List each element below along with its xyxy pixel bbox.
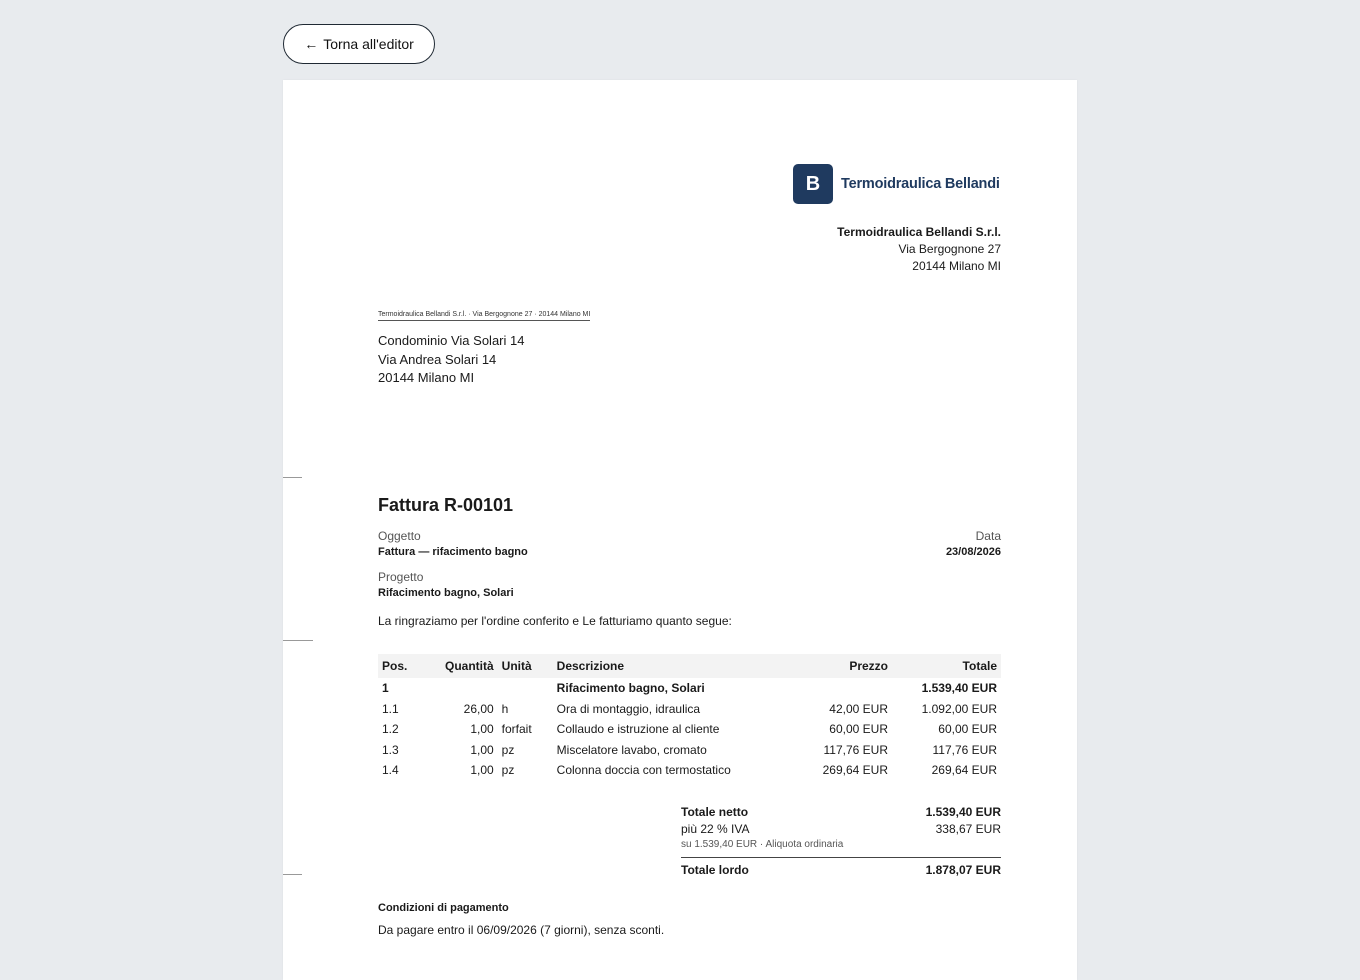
header-total: Totale	[962, 659, 997, 673]
net-total-label: Totale netto	[681, 805, 749, 819]
fold-mark-bottom	[283, 874, 302, 875]
cell-total: 117,76 EUR	[932, 742, 997, 757]
header-unit: Unità	[501, 659, 532, 673]
cell-quantity: 26,00	[463, 701, 494, 716]
cell-unit: pz	[501, 742, 515, 757]
header-pos: Pos.	[382, 659, 408, 673]
punch-mark	[283, 640, 313, 641]
recipient-city: 20144 Milano MI	[378, 370, 475, 385]
vat-value: 338,67 EUR	[935, 822, 1001, 836]
table-row	[378, 760, 1001, 781]
payment-terms-text: Da pagare entro il 06/09/2026 (7 giorni), senza sconti.	[378, 923, 665, 937]
cell-unit: pz	[501, 763, 515, 778]
cell-total: 60,00 EUR	[938, 722, 997, 737]
header-price: Prezzo	[849, 659, 888, 673]
vat-row	[681, 821, 1001, 838]
cell-price	[794, 678, 892, 699]
back-button-label: Torna all'editor	[323, 36, 414, 52]
cell-total: 1.539,40 EUR	[921, 681, 997, 696]
return-address-line: Termoidraulica Bellandi S.r.l. · Via Bergognone 27 · 20144 Milano MI	[378, 311, 590, 321]
cell-unit: forfait	[501, 722, 532, 737]
sender-name: Termoidraulica Bellandi S.r.l.	[837, 225, 1001, 239]
cell-pos: 1.2	[382, 722, 399, 737]
vat-note: su 1.539,40 EUR · Aliquota ordinaria	[681, 839, 844, 850]
cell-total: 269,64 EUR	[931, 763, 997, 778]
invoice-page	[283, 80, 1077, 980]
header-description: Descrizione	[556, 659, 625, 673]
document-title: Fattura R-00101	[378, 495, 514, 515]
date-block	[946, 528, 1001, 560]
sender-city: 20144 Milano MI	[912, 259, 1001, 273]
totals-block	[681, 804, 1001, 879]
cell-price: 269,64 EUR	[822, 763, 888, 778]
project-block	[378, 569, 514, 601]
recipient-name: Condominio Via Solari 14	[378, 333, 525, 348]
company-logo	[793, 164, 1000, 204]
subject-block	[378, 528, 528, 560]
cell-description: Rifacimento bagno, Solari	[556, 681, 705, 696]
project-label: Progetto	[378, 570, 424, 584]
cell-pos: 1.4	[382, 763, 399, 778]
arrow-left-icon: ←	[304, 36, 319, 52]
table-row	[378, 678, 1001, 699]
table-header-row	[378, 654, 1001, 678]
cell-description: Ora di montaggio, idraulica	[556, 701, 701, 716]
cell-unit: h	[501, 701, 509, 716]
date-value: 23/08/2026	[945, 546, 1001, 558]
subject-label: Oggetto	[378, 529, 421, 543]
sender-address	[837, 224, 1001, 275]
payment-terms-title: Condizioni di pagamento	[378, 902, 509, 914]
logo-wordmark: Termoidraulica Bellandi	[841, 176, 1000, 192]
header-quantity: Quantità	[445, 659, 494, 673]
cell-quantity: 1,00	[470, 763, 494, 778]
logo-mark: B	[793, 164, 833, 204]
cell-price: 42,00 EUR	[829, 701, 888, 716]
table-row	[378, 740, 1001, 761]
cell-quantity: 1,00	[470, 722, 494, 737]
cell-description: Collaudo e istruzione al cliente	[556, 722, 720, 737]
table-row	[378, 719, 1001, 740]
cell-unit	[498, 678, 553, 699]
cell-price: 117,76 EUR	[823, 742, 888, 757]
back-to-editor-button[interactable]	[283, 24, 435, 64]
cell-pos: 1.1	[382, 701, 399, 716]
line-items-table	[378, 654, 1001, 781]
net-total-row	[681, 804, 1001, 821]
cell-quantity: 1,00	[470, 742, 494, 757]
cell-price: 60,00 EUR	[829, 722, 888, 737]
recipient-street: Via Andrea Solari 14	[378, 351, 497, 367]
cell-total: 1.092,00 EUR	[921, 701, 997, 716]
sender-street: Via Bergognone 27	[898, 242, 1001, 256]
gross-total-row	[681, 862, 1001, 879]
gross-total-label: Totale lordo	[681, 863, 749, 877]
project-value: Rifacimento bagno, Solari	[378, 587, 514, 599]
recipient-address	[378, 332, 524, 388]
net-total-value: 1.539,40 EUR	[925, 805, 1001, 819]
fold-mark-top	[283, 477, 302, 478]
cell-description: Miscelatore lavabo, cromato	[556, 742, 707, 757]
gross-total-value: 1.878,07 EUR	[925, 863, 1001, 877]
cell-pos: 1.3	[382, 742, 399, 757]
date-label: Data	[975, 529, 1001, 543]
vat-label: più 22 % IVA	[681, 822, 750, 836]
cell-pos: 1	[382, 681, 389, 696]
cell-quantity	[441, 678, 498, 699]
table-row	[378, 699, 1001, 720]
cell-description: Colonna doccia con termostatico	[556, 763, 731, 778]
intro-text: La ringraziamo per l'ordine conferito e Le fatturiamo quanto segue:	[378, 614, 732, 628]
subject-value: Fattura — rifacimento bagno	[378, 546, 528, 558]
